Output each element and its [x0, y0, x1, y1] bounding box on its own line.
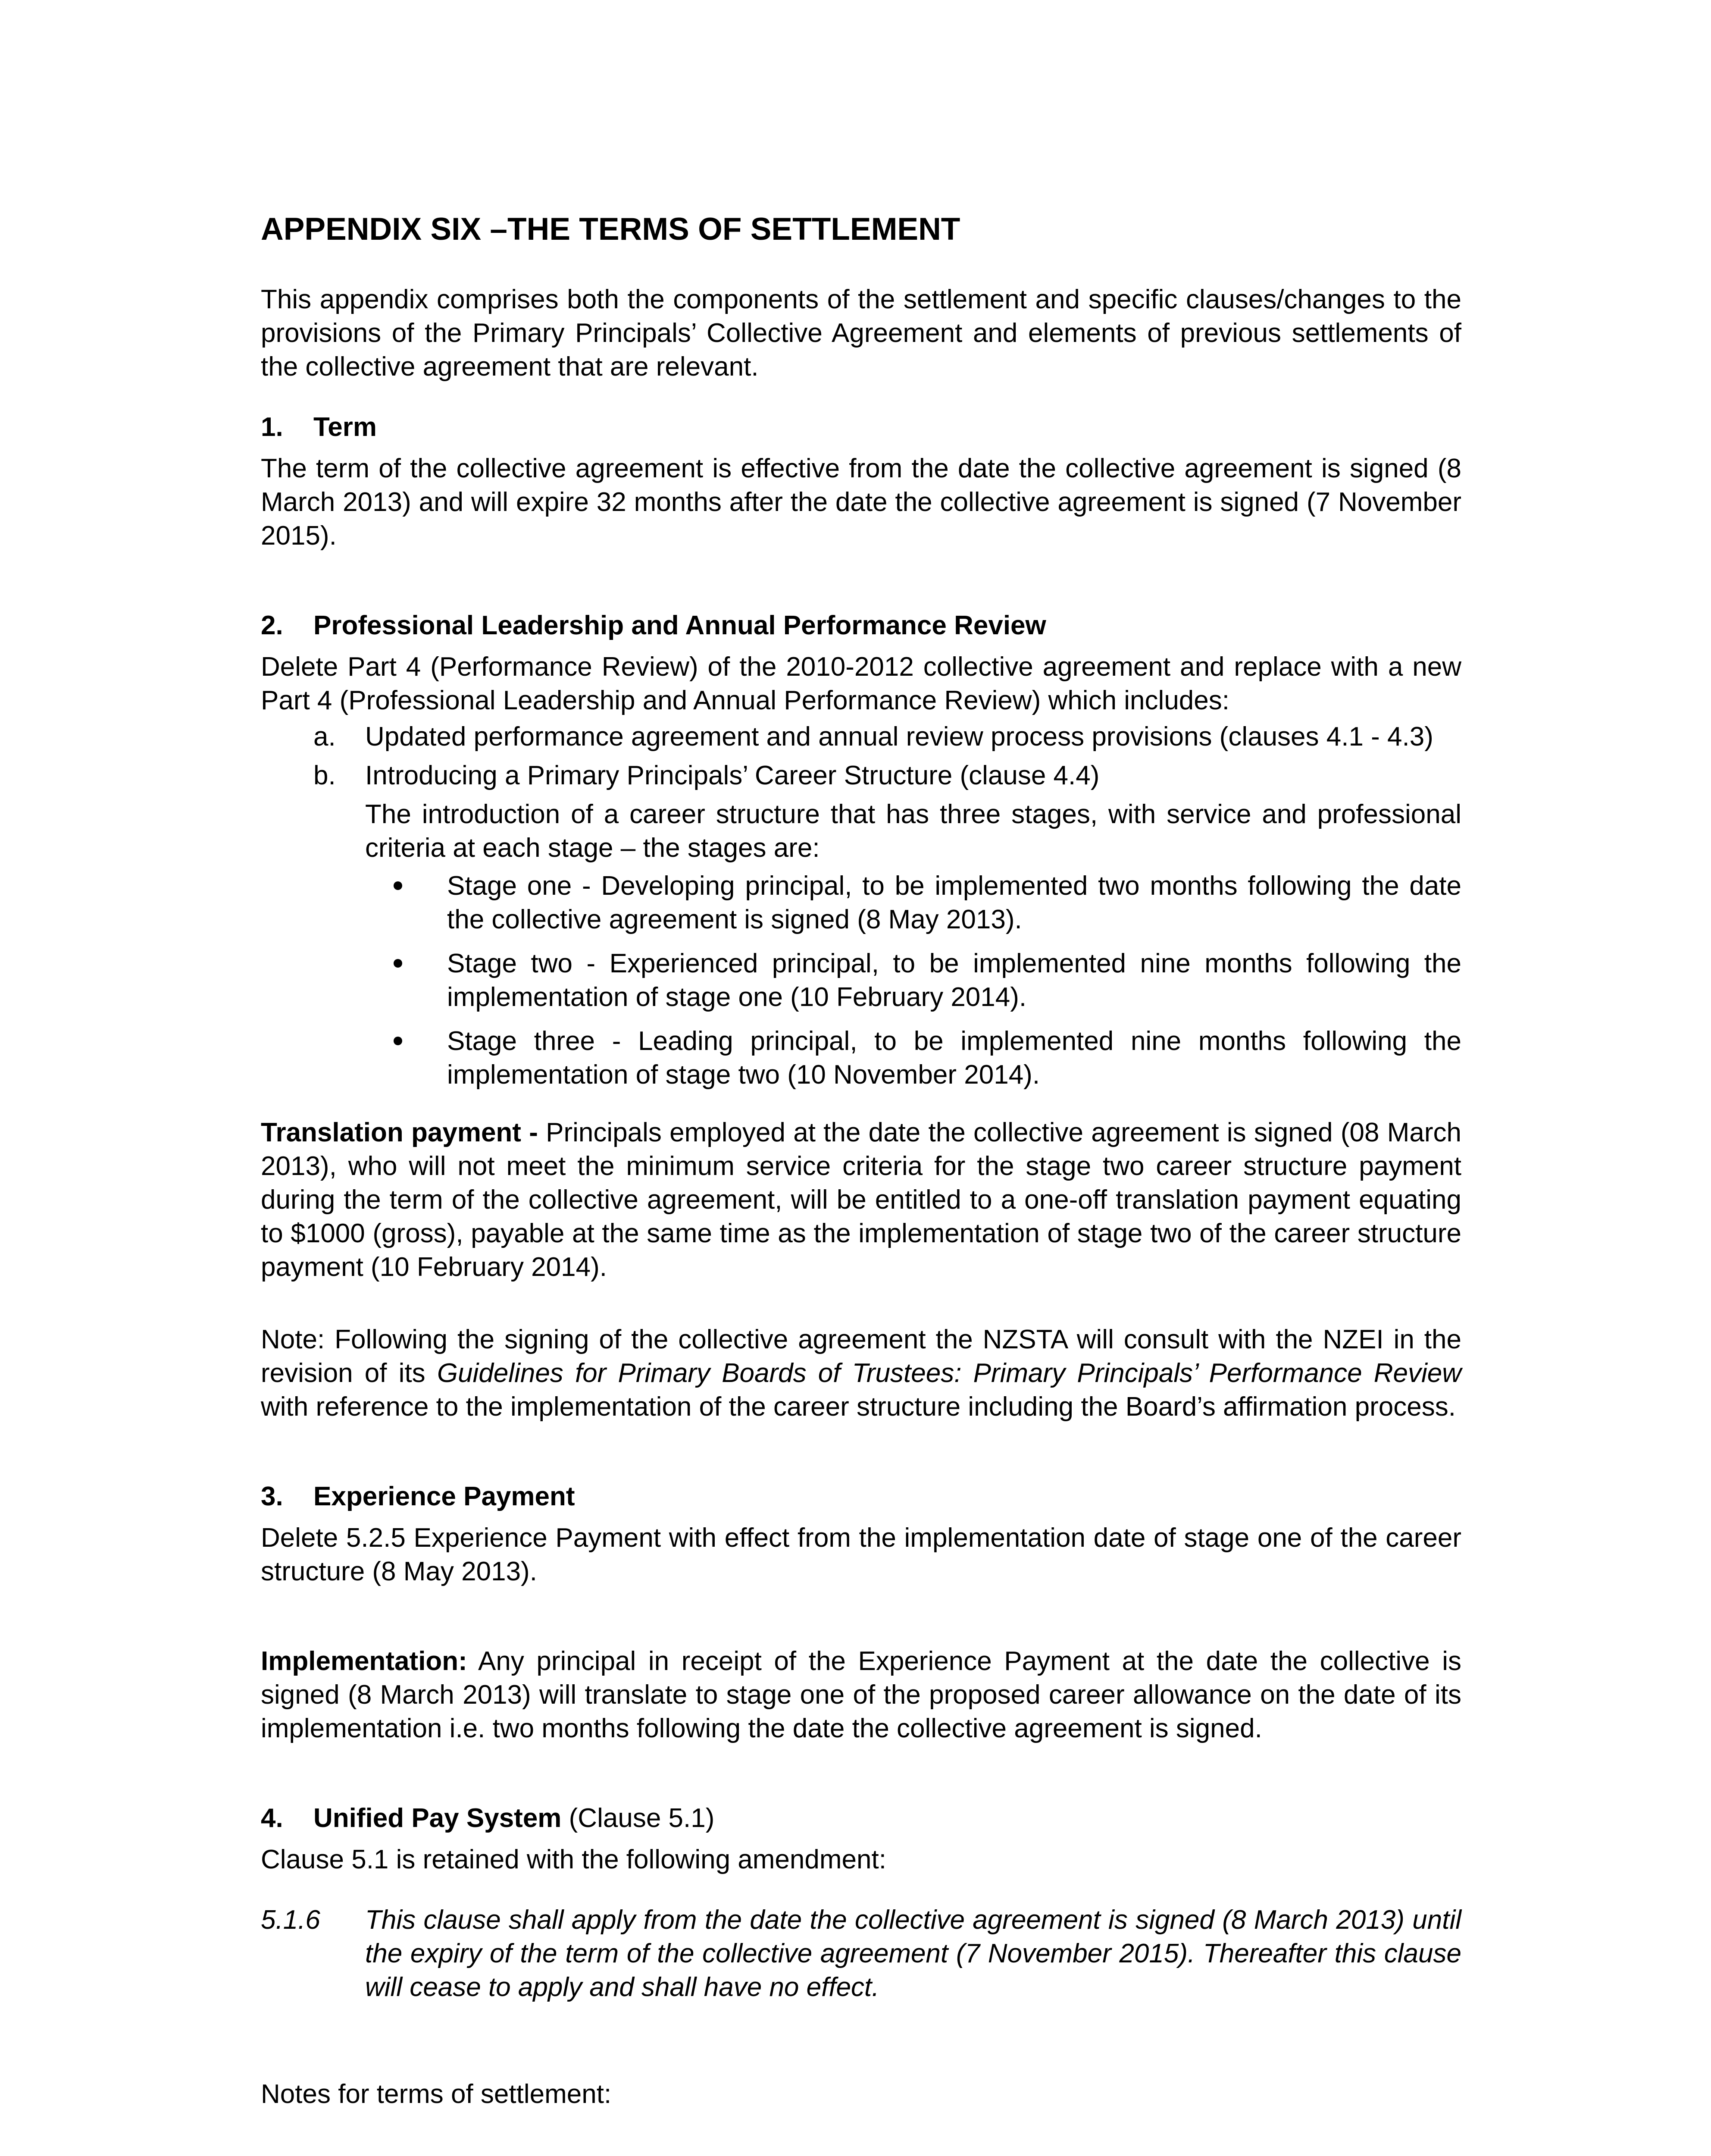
- guidelines-title: Guidelines for Primary Boards of Trustees: Primary Principals’ Performance Review: [437, 1358, 1462, 1388]
- list-item-b: [261, 759, 1461, 793]
- career-structure-intro: The introduction of a career structure that has three stages, with service and professional criteria at each stage – the stages are:: [365, 799, 1461, 863]
- section-4-title: Unified Pay System: [313, 1803, 562, 1833]
- clause-5-1-6: [261, 1903, 1461, 2004]
- list-marker-a: a.: [313, 721, 336, 752]
- list-item-a: [261, 720, 1461, 754]
- stage-bullet: [261, 869, 1461, 937]
- appendix-title: APPENDIX SIX –THE TERMS OF SETTLEMENT: [261, 212, 960, 247]
- list-item-b-text: Introducing a Primary Principals’ Career Structure (clause 4.4): [365, 760, 1100, 790]
- section-3-title: Experience Payment: [313, 1481, 575, 1511]
- section-3-heading: [261, 1480, 1461, 1514]
- intro-paragraph: This appendix comprises both the components of the settlement and specific clauses/changes to the provisions of the Primary Principals’ Collective Agreement and elements of previous settlements of the collective agreement that are relevant.: [261, 284, 1461, 382]
- section-4-heading: [261, 1802, 1461, 1835]
- section-4-number: 4.: [261, 1803, 283, 1833]
- translation-payment-text: Principals employed at the date the collective agreement is signed (08 March 2013), who will not meet the minimum service criteria for the stage two career structure payment during the term of the collective agreement, will be entitled to a one-off translation payment equating to $1000 (gross), payable at the same time as the implementation of stage two of the career structure payment (10 February 2014).: [261, 1117, 1461, 1282]
- stage-bullet: [261, 1025, 1461, 1092]
- translation-payment-paragraph: [261, 1116, 1461, 1284]
- section-2-text: Delete Part 4 (Performance Review) of the 2010-2012 collective agreement and replace with a new Part 4 (Professional Leadership and Annual Performance Review) which includes:: [261, 652, 1461, 715]
- section-2-heading: [261, 609, 1461, 642]
- bullet-icon: [394, 881, 402, 890]
- section-4-text: Clause 5.1 is retained with the following amendment:: [261, 1844, 886, 1874]
- list-marker-b: b.: [313, 760, 336, 790]
- bullet-icon: [394, 1037, 402, 1045]
- stage-bullet: [261, 947, 1461, 1014]
- stage-two-text: Stage two - Experienced principal, to be implemented nine months following the implementation of stage one (10 February 2014).: [447, 948, 1461, 1012]
- section-1-number: 1.: [261, 412, 283, 442]
- list-item-a-text: Updated performance agreement and annual review process provisions (clauses 4.1 - 4.3): [365, 721, 1433, 752]
- nzsta-note-paragraph: [261, 1323, 1461, 1424]
- section-2-title: Professional Leadership and Annual Performance Review: [313, 610, 1046, 640]
- section-1-title: Term: [313, 412, 377, 442]
- section-3-text: Delete 5.2.5 Experience Payment with effect from the implementation date of stage one of the career structure (8 May 2013).: [261, 1523, 1461, 1586]
- note-text-start: Note: Following the signing of the collective agreement the NZSTA will consult with the NZEI in the revision of its: [261, 1324, 1461, 1388]
- section-1-heading: [261, 411, 1461, 444]
- page-content: [261, 210, 1461, 2111]
- implementation-text: Any principal in receipt of the Experience Payment at the date the collective is signed (8 March 2013) will translate to stage one of the proposed career allowance on the date of its implementation i.e. two months following the date the collective agreement is signed.: [261, 1646, 1461, 1743]
- note-text-end: with reference to the implementation of the career structure including the Board’s affirmation process.: [261, 1391, 1456, 1422]
- implementation-label: Implementation:: [261, 1646, 467, 1676]
- translation-payment-label: Translation payment -: [261, 1117, 538, 1147]
- stage-three-text: Stage three - Leading principal, to be implemented nine months following the implementation of stage two (10 November 2014).: [447, 1026, 1461, 1090]
- section-2-number: 2.: [261, 610, 283, 640]
- notes-label: Notes for terms of settlement:: [261, 2079, 612, 2109]
- section-1-text: The term of the collective agreement is effective from the date the collective agreement is signed (8 March 2013) and will expire 32 months after the date the collective agreement is signed (7 November 2015).: [261, 453, 1461, 551]
- stage-one-text: Stage one - Developing principal, to be implemented two months following the date the collective agreement is signed (8 May 2013).: [447, 871, 1461, 934]
- bullet-icon: [394, 959, 402, 968]
- section-3-number: 3.: [261, 1481, 283, 1511]
- implementation-paragraph: [261, 1645, 1461, 1745]
- section-4-clause-ref: (Clause 5.1): [561, 1803, 715, 1833]
- clause-number: 5.1.6: [261, 1905, 320, 1935]
- clause-text: This clause shall apply from the date the collective agreement is signed (8 March 2013) until the expiry of the term of the collective agreement (7 November 2015). Thereafter this clause will cease to apply and shall have no effect.: [365, 1905, 1461, 2002]
